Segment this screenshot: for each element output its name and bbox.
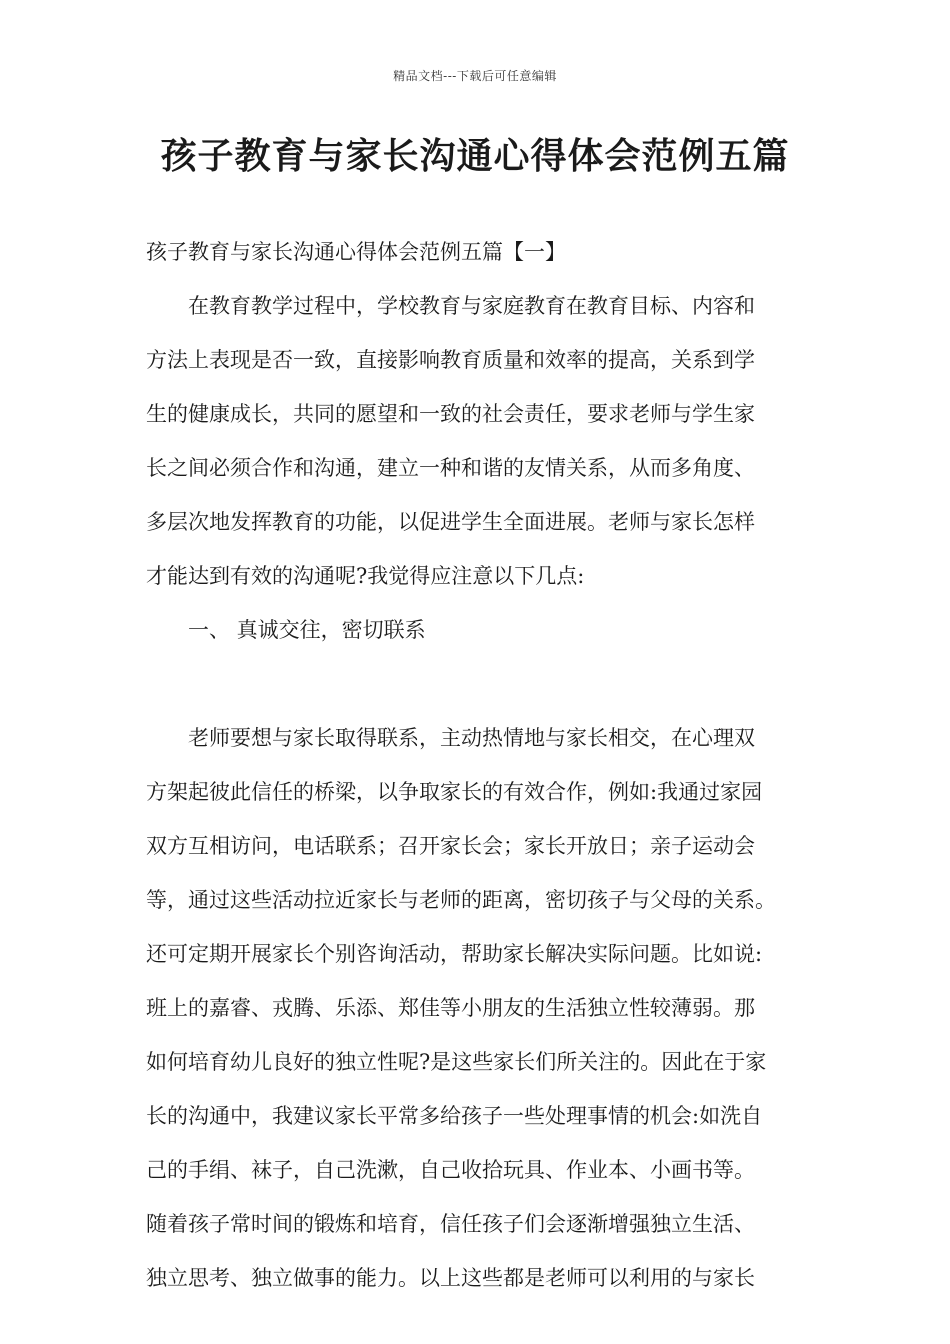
- document-body: [146, 236, 810, 1316]
- paragraph-2: [146, 722, 810, 1316]
- blank-line: [146, 668, 810, 722]
- paragraph-line: 生的健康成长，共同的愿望和一致的社会责任，要求老师与学生家: [146, 402, 755, 426]
- paragraph-line: 长之间必须合作和沟通，建立一种和谐的友情关系，从而多角度、: [146, 456, 755, 480]
- point-heading: 一、 真诚交往，密切联系: [188, 618, 426, 642]
- paragraph-line: 在教育教学过程中，学校教育与家庭教育在教育目标、内容和: [188, 294, 755, 318]
- paragraph-line: 方法上表现是否一致，直接影响教育质量和效率的提高，关系到学: [146, 348, 755, 372]
- paragraph-line: 老师要想与家长取得联系，主动热情地与家长相交，在心理双: [188, 726, 755, 750]
- document-title: 孩子教育与家长沟通心得体会范例五篇: [160, 135, 790, 177]
- paragraph-line: 方架起彼此信任的桥梁，以争取家长的有效合作，例如:我通过家园: [146, 780, 763, 804]
- paragraph-line: 才能达到有效的沟通呢?我觉得应注意以下几点:: [146, 564, 585, 588]
- paragraph-line: 随着孩子常时间的锻炼和培育，信任孩子们会逐渐增强独立生活、: [146, 1212, 755, 1236]
- paragraph-line: 等，通过这些活动拉近家长与老师的距离，密切孩子与父母的关系。: [146, 888, 776, 912]
- paragraph-line: 多层次地发挥教育的功能，以促进学生全面进展。老师与家长怎样: [146, 510, 755, 534]
- paragraph-1: [146, 290, 810, 614]
- paragraph-line: 长的沟通中，我建议家长平常多给孩子一些处理事情的机会:如洗自: [146, 1104, 763, 1128]
- paragraph-line: 双方互相访问，电话联系；召开家长会；家长开放日；亲子运动会: [146, 834, 755, 858]
- paragraph-line: 己的手绢、袜子，自己洗漱，自己收拾玩具、作业本、小画书等。: [146, 1158, 755, 1182]
- paragraph-line: 还可定期开展家长个别咨询活动，帮助家长解决实际问题。比如说:: [146, 942, 763, 966]
- paragraph-line: 独立思考、独立做事的能力。以上这些都是老师可以利用的与家长: [146, 1266, 755, 1290]
- header-note: 精品文档---下载后可任意编辑: [393, 69, 557, 83]
- paragraph-line: 如何培育幼儿良好的独立性呢?是这些家长们所关注的。因此在于家: [146, 1050, 767, 1074]
- paragraph-line: 班上的嘉睿、戎腾、乐添、郑佳等小朋友的生活独立性较薄弱。那: [146, 996, 755, 1020]
- section-heading: 孩子教育与家长沟通心得体会范例五篇【一】: [146, 240, 566, 264]
